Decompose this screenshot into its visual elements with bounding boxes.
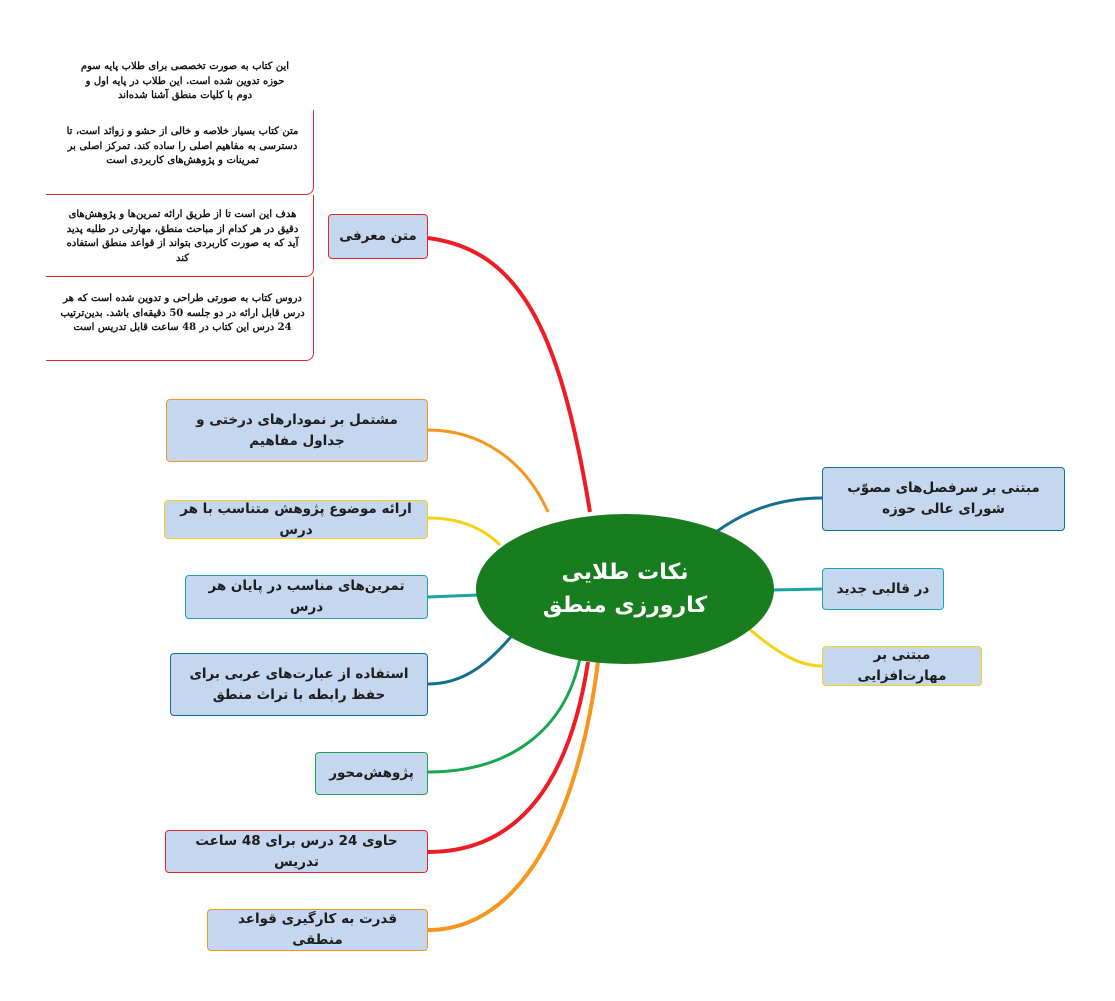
connector-skills — [748, 628, 822, 666]
intro-note-1: این کتاب به صورت تخصصی برای طلاب پایه سوم حوزه تدوین شده است. این طلاب در پایه اول و دوم با کلیات منطق آشنا شده‌اند — [80, 61, 290, 101]
intro-note-3: هدف این است تا از طریق ارائه تمرین‌ها و پژوهش‌های دقیق در هر کدام از مباحث منطق، مهارتی در طلبه پدید آید که به صورت کاربردی بتواند از قواعد منطق استفاده کند — [66, 209, 299, 264]
connector-exercises — [428, 595, 478, 597]
node-approved-syllabus[interactable]: مبتنی بر سرفصل‌های مصوّب شورای عالی حوزه — [822, 467, 1065, 531]
connector-research-based — [428, 658, 580, 772]
intro-note-4: دروس کتاب به صورتی طراحی و تدوین شده است که هر درس قابل ارائه در دو جلسه 50 دقیقه‌ای باشد. بدین‌ترتیب 24 درس این کتاب در 48 ساعت قابل تدریس است — [60, 293, 305, 333]
connector-new-format — [772, 589, 822, 590]
central-topic-line-2: کارورزی منطق — [542, 593, 708, 618]
connector-research-topic — [428, 518, 500, 545]
node-exercises[interactable]: تمرین‌های مناسب در پایان هر درس — [185, 575, 428, 619]
node-tree-diagrams[interactable]: مشتمل بر نمودارهای درختی و جداول مفاهیم — [166, 399, 428, 462]
intro-node[interactable]: متن معرفی — [328, 214, 428, 259]
node-arabic-phrases[interactable]: استفاده از عبارت‌های عربی برای حفظ رابطه با تراث منطق — [170, 653, 428, 716]
node-apply-rules[interactable]: قدرت به کارگیری قواعد منطقی — [207, 909, 428, 951]
connector-apply-rules — [428, 662, 598, 930]
connector-syllabus — [712, 498, 822, 535]
node-skill-building[interactable]: مبتنی بر مهارت‌افزایی — [822, 646, 982, 686]
node-research-topic[interactable]: ارائه موضوع پژوهش متناسب با هر درس — [164, 500, 428, 539]
connector-24-lessons — [428, 662, 588, 852]
connector-arabic — [428, 632, 515, 684]
connector-tree-diagrams — [428, 430, 548, 512]
connector-intro — [428, 238, 590, 512]
intro-note-2: متن کتاب بسیار خلاصه و خالی از حشو و زوائد است، تا دسترسی به مفاهیم اصلی را ساده کند. تمرکز اصلی بر تمرینات و پژوهش‌های کاربردی است — [66, 126, 299, 166]
central-topic[interactable] — [476, 514, 774, 664]
node-research-based[interactable]: پژوهش‌محور — [315, 752, 428, 795]
node-24-lessons[interactable]: حاوی 24 درس برای 48 ساعت تدریس — [165, 830, 428, 873]
node-new-format[interactable]: در قالبی جدید — [822, 568, 944, 610]
central-topic-line-1: نکات طلایی — [561, 560, 689, 585]
